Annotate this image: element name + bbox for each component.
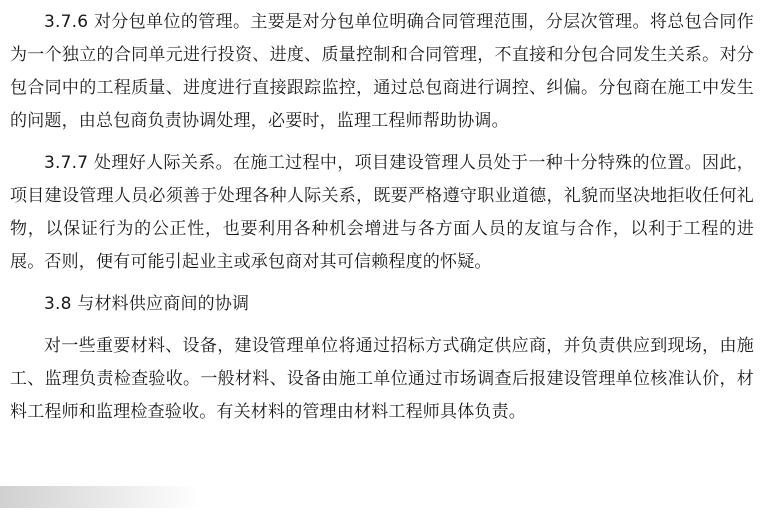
paragraph-3-7-7: 3.7.7 处理好人际关系。在施工过程中，项目建设管理人员处于一种十分特殊的位置。因此，项目建设管理人员必须善于处理各种人际关系，既要严格遵守职业道德，礼貌而坚决地拒收任何礼物，以保证行为的公正性，也要利用各种机会增进与各方面人员的友谊与合作，以利于工程的进展。否则，便有可能引起业主或承包商对其可信赖程度的怀疑。 xyxy=(10,153,754,272)
paragraph-materials: 对一些重要材料、设备，建设管理单位将通过招标方式确定供应商，并负责供应到现场，由施工、监理负责检查验收。一般材料、设备由施工单位通过市场调查后报建设管理单位核准认价，材料工程师和监理检查验收。有关材料的管理由材料工程师具体负责。 xyxy=(10,336,754,422)
section-heading-3-8: 3.8 与材料供应商间的协调 xyxy=(44,294,250,314)
paragraph-3-7-6: 3.7.6 对分包单位的管理。主要是对分包单位明确合同管理范围，分层次管理。将总包合同作为一个独立的合同单元进行投资、进度、质量控制和合同管理，不直接和分包合同发生关系。对分包合同中的工程质量、进度进行直接跟踪监控，通过总包商进行调控、纠偏。分包商在施工中发生的问题，由总包商负责协调处理，必要时，监理工程师帮助协调。 xyxy=(10,12,754,131)
